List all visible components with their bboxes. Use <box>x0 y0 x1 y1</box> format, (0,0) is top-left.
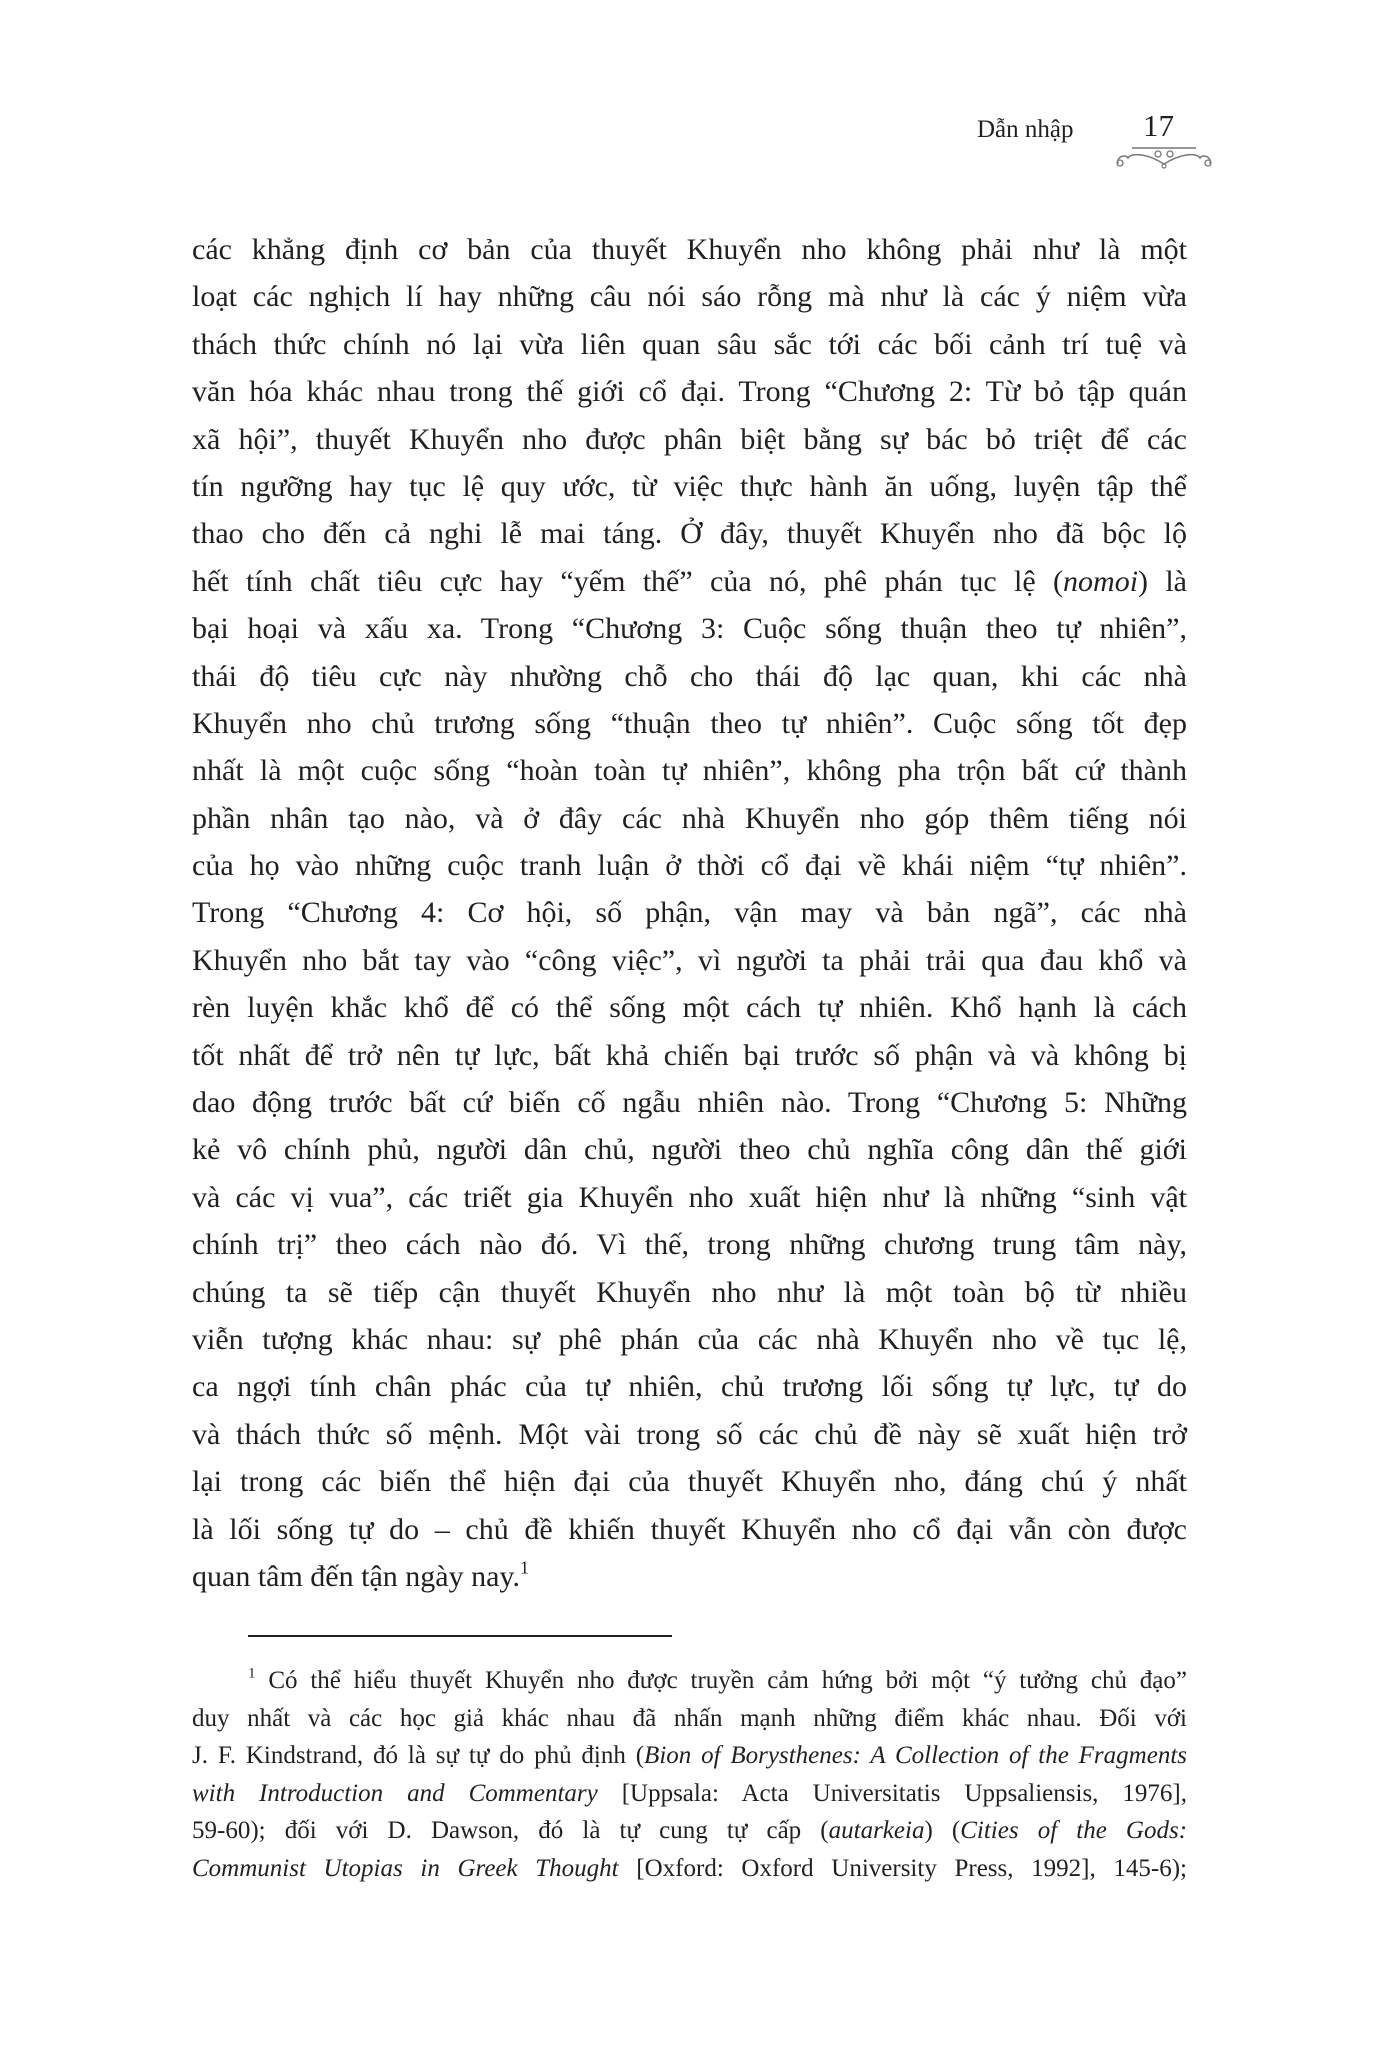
body-line <box>192 1269 1187 1316</box>
text-segment: ca ngợi tính chân phác của tự nhiên, chủ trương lối sống tự lực, tự do <box>192 1370 1187 1404</box>
body-line <box>192 1032 1187 1079</box>
body-line <box>192 937 1187 984</box>
text-segment: và các vị vua”, các triết gia Khuyển nho xuất hiện như là những “sinh vật <box>192 1180 1187 1214</box>
text-segment: và thách thức số mệnh. Một vài trong số các chủ đề này sẽ xuất hiện trở <box>192 1417 1187 1451</box>
text-segment: thái độ tiêu cực này nhường chỗ cho thái độ lạc quan, khi các nhà <box>192 659 1187 693</box>
body-line <box>192 700 1187 747</box>
italic-text: nomoi <box>1063 564 1139 598</box>
body-line <box>192 747 1187 794</box>
footnote-line <box>192 1700 1187 1738</box>
body-line <box>192 1126 1187 1173</box>
body-line <box>192 416 1187 463</box>
body-line <box>192 1458 1187 1505</box>
text-segment: viễn tượng khác nhau: sự phê phán của các nhà Khuyển nho về tục lệ, <box>192 1322 1187 1356</box>
italic-text: Cities of the Gods: <box>960 1817 1188 1845</box>
footnote-ref: 1 <box>519 1557 529 1578</box>
text-segment: Khuyển nho bắt tay vào “công việc”, vì người ta phải trải qua đau khổ và <box>192 943 1187 977</box>
italic-text: Communist Utopias in Greek Thought <box>192 1854 619 1882</box>
text-segment: hết tính chất tiêu cực hay “yếm thế” của nó, phê phán tục lệ ( <box>192 564 1064 598</box>
body-line <box>192 1553 1187 1600</box>
footnote-line <box>192 1662 1187 1700</box>
body-line <box>192 1363 1187 1410</box>
italic-text: with Introduction and Commentary <box>192 1779 598 1807</box>
text-segment: Có thể hiểu thuyết Khuyển nho được truyền cảm hứng bởi một “ý tưởng chủ đạo” <box>255 1667 1187 1694</box>
footnote-line <box>192 1812 1187 1850</box>
text-segment: loạt các nghịch lí hay những câu nói sáo rỗng mà như là các ý niệm vừa <box>192 280 1187 314</box>
page-number: 17 <box>1143 108 1174 143</box>
text-segment: xã hội”, thuyết Khuyển nho được phân biệt bằng sự bác bỏ triệt để các <box>192 422 1187 456</box>
footnote-ref: 1 <box>248 1665 256 1682</box>
italic-text: autarkeia <box>828 1817 925 1845</box>
body-line <box>192 1411 1187 1458</box>
body-line <box>192 273 1187 320</box>
body-line <box>192 842 1187 889</box>
body-line <box>192 984 1187 1031</box>
text-segment: [Uppsala: Acta Universitatis Uppsaliensis, 1976], <box>597 1779 1187 1807</box>
ornament-flourish-icon <box>1112 146 1216 172</box>
text-segment: thao cho đến cả nghi lễ mai táng. Ở đây, thuyết Khuyển nho đã bộc lộ <box>192 517 1187 551</box>
body-line <box>192 368 1187 415</box>
text-segment: bại hoại và xấu xa. Trong “Chương 3: Cuộc sống thuận theo tự nhiên”, <box>192 612 1187 646</box>
footnote-line <box>192 1775 1187 1813</box>
text-segment: dao động trước bất cứ biến cố ngẫu nhiên nào. Trong “Chương 5: Những <box>192 1086 1187 1120</box>
text-segment: tốt nhất để trở nên tự lực, bất khả chiến bại trước số phận và và không bị <box>192 1038 1187 1072</box>
text-segment: lại trong các biến thể hiện đại của thuyết Khuyển nho, đáng chú ý nhất <box>192 1465 1187 1499</box>
body-line <box>192 653 1187 700</box>
text-segment: Khuyển nho chủ trương sống “thuận theo tự nhiên”. Cuộc sống tốt đẹp <box>192 706 1187 740</box>
body-line <box>192 510 1187 557</box>
text-segment: của họ vào những cuộc tranh luận ở thời cổ đại về khái niệm “tự nhiên”. <box>192 849 1187 883</box>
text-segment: duy nhất và các học giả khác nhau đã nhấn mạnh những điểm khác nhau. Đối với <box>192 1704 1187 1732</box>
text-segment: chúng ta sẽ tiếp cận thuyết Khuyển nho như là một toàn bộ từ nhiều <box>192 1275 1187 1309</box>
body-line <box>192 1506 1187 1553</box>
text-segment: 59-60); đối với D. Dawson, đó là tự cung tự cấp ( <box>192 1817 829 1845</box>
text-segment: kẻ vô chính phủ, người dân chủ, người theo chủ nghĩa công dân thế giới <box>192 1133 1187 1167</box>
text-segment: phần nhân tạo nào, và ở đây các nhà Khuyển nho góp thêm tiếng nói <box>192 801 1187 835</box>
text-segment: ) ( <box>924 1817 961 1845</box>
body-line <box>192 558 1187 605</box>
italic-text: Bion of Borysthenes: A Collection of the Fragments <box>644 1742 1187 1770</box>
text-segment: J. F. Kindstrand, đó là sự tự do phủ định ( <box>192 1742 645 1770</box>
text-segment: Trong “Chương 4: Cơ hội, số phận, vận may và bản ngã”, các nhà <box>192 896 1187 930</box>
body-line <box>192 605 1187 652</box>
footnotes <box>192 1662 1187 1888</box>
body-line <box>192 1174 1187 1221</box>
running-head: Dẫn nhập <box>977 116 1074 143</box>
body-line <box>192 1221 1187 1268</box>
body-line <box>192 889 1187 936</box>
text-segment: tín ngưỡng hay tục lệ quy ước, từ việc thực hành ăn uống, luyện tập thể <box>192 469 1187 503</box>
text-segment: rèn luyện khắc khổ để có thể sống một cách tự nhiên. Khổ hạnh là cách <box>192 991 1187 1025</box>
body-line <box>192 1079 1187 1126</box>
text-segment: văn hóa khác nhau trong thế giới cổ đại. Trong “Chương 2: Từ bỏ tập quán <box>192 375 1187 409</box>
body-line <box>192 226 1187 273</box>
body-line <box>192 795 1187 842</box>
text-segment: quan tâm đến tận ngày nay. <box>192 1559 520 1593</box>
footnote-line <box>192 1737 1187 1775</box>
text-segment: chính trị” theo cách nào đó. Vì thế, trong những chương trung tâm này, <box>192 1228 1187 1262</box>
text-segment: [Oxford: Oxford University Press, 1992], 145-6); <box>618 1854 1187 1882</box>
body-line <box>192 1316 1187 1363</box>
text-segment: ) là <box>1138 564 1187 598</box>
text-segment: các khẳng định cơ bản của thuyết Khuyển nho không phải như là một <box>192 233 1187 266</box>
body-text <box>192 226 1187 1600</box>
footnote-divider <box>248 1635 672 1637</box>
text-segment: thách thức chính nó lại vừa liên quan sâu sắc tới các bối cảnh trí tuệ và <box>192 327 1187 361</box>
body-line <box>192 321 1187 368</box>
text-segment: là lối sống tự do – chủ đề khiến thuyết Khuyển nho cổ đại vẫn còn được <box>192 1512 1187 1546</box>
footnote-line <box>192 1850 1187 1888</box>
text-segment: nhất là một cuộc sống “hoàn toàn tự nhiên”, không pha trộn bất cứ thành <box>192 754 1187 788</box>
body-line <box>192 463 1187 510</box>
